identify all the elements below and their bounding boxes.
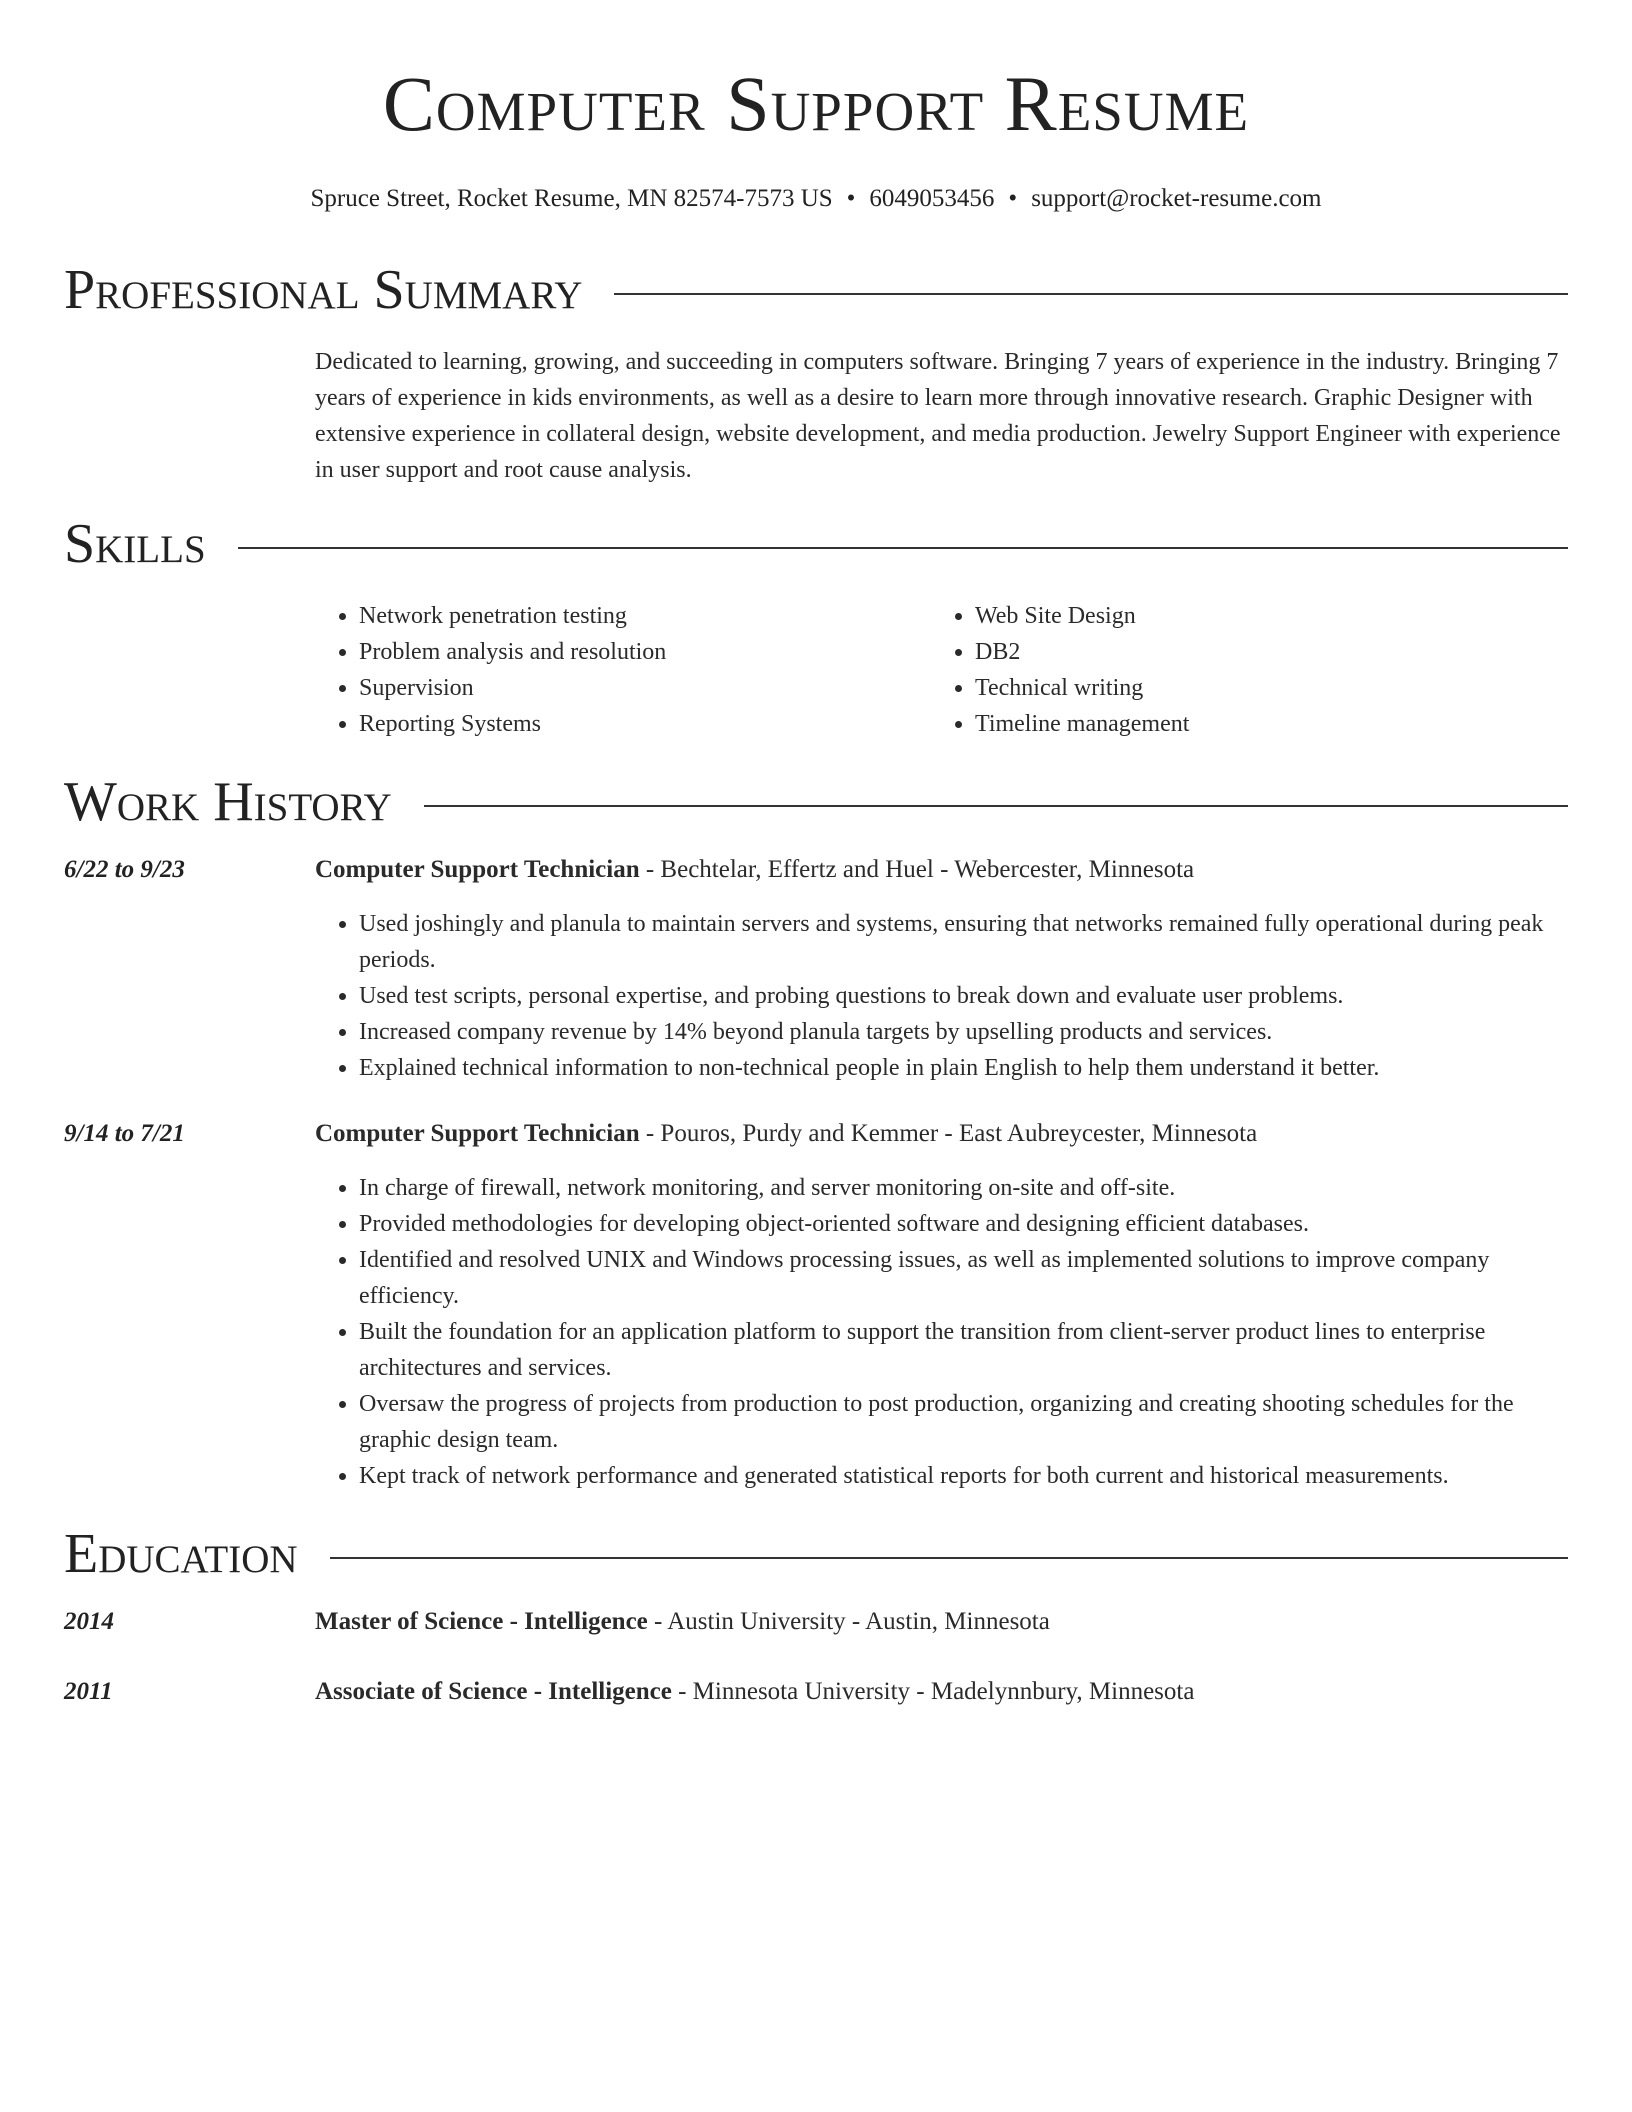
education-body: [315, 1674, 1568, 1710]
skill-item: • Network penetration testing: [359, 598, 931, 634]
section-divider: [238, 547, 1568, 549]
work-section-header: [64, 770, 1568, 834]
job-bullet: • Identified and resolved UNIX and Windows processing issues, as well as implemented solutions to improve company efficiency.: [359, 1242, 1568, 1314]
summary-section-header: [64, 258, 1568, 322]
section-divider: [424, 805, 1568, 807]
job-bullet: • Used joshingly and planula to maintain servers and systems, ensuring that networks remained fully operational during peak periods.: [359, 906, 1568, 978]
job-entry: [64, 852, 1568, 1086]
skill-item: • DB2: [975, 634, 1547, 670]
education-body: [315, 1604, 1568, 1640]
education-year: 2014: [64, 1608, 114, 1635]
skill-item: • Reporting Systems: [359, 706, 931, 742]
education-degree: Associate of Science - Intelligence: [315, 1678, 672, 1705]
education-heading-line: [315, 1604, 1568, 1640]
education-degree: Master of Science - Intelligence: [315, 1608, 648, 1635]
job-employer-location: - Pouros, Purdy and Kemmer - East Aubreycester, Minnesota: [639, 1120, 1258, 1147]
skill-item: • Supervision: [359, 670, 931, 706]
skill-item: • Problem analysis and resolution: [359, 634, 931, 670]
skills-column-right: [931, 598, 1547, 742]
job-dates: 6/22 to 9/23: [64, 856, 185, 883]
skills-section-header: [64, 512, 1568, 576]
job-bullet: • Kept track of network performance and generated statistical reports for both current and historical measurements.: [359, 1458, 1568, 1494]
skills-column-left: [315, 598, 931, 742]
job-bullets: [315, 906, 1568, 1086]
education-school-location: - Minnesota University - Madelynnbury, Minnesota: [671, 1678, 1195, 1705]
resume-title: Computer Support Resume: [382, 60, 1250, 147]
job-body: [315, 1116, 1568, 1494]
job-heading: [315, 852, 1568, 888]
contact-separator: •: [1008, 185, 1018, 212]
skill-item: • Timeline management: [975, 706, 1547, 742]
job-body: [315, 852, 1568, 1086]
skills-list: [315, 598, 1568, 742]
contact-line: [64, 184, 1568, 214]
job-bullet: • Oversaw the progress of projects from production to post production, organizing and creating shooting schedules for the graphic design team.: [359, 1386, 1568, 1458]
education-heading: Education: [64, 1523, 298, 1585]
section-divider: [330, 1557, 1568, 1559]
job-title: Computer Support Technician: [315, 1120, 640, 1147]
contact-phone: 6049053456: [869, 185, 995, 212]
work-heading: Work History: [64, 771, 392, 833]
job-bullet: • Used test scripts, personal expertise, and probing questions to break down and evaluate user problems.: [359, 978, 1568, 1014]
section-divider: [614, 293, 1568, 295]
summary-text: Dedicated to learning, growing, and succeeding in computers software. Bringing 7 years of experience in the industry. Bringing 7 years of experience in kids environments, as well as a desire to learn more through innovative research. Graphic Designer with extensive experience in collateral design, website development, and media production. Jewelry Support Engineer with experience in user support and root cause analysis.: [315, 349, 1561, 483]
education-entry: [64, 1674, 1568, 1710]
skill-item: • Web Site Design: [975, 598, 1547, 634]
contact-separator: •: [846, 185, 856, 212]
job-title: Computer Support Technician: [315, 856, 640, 883]
contact-address: Spruce Street, Rocket Resume, MN 82574-7573 US: [310, 185, 833, 212]
skills-heading: Skills: [64, 513, 206, 575]
education-section-header: [64, 1522, 1568, 1586]
education-school-location: - Austin University - Austin, Minnesota: [647, 1608, 1050, 1635]
job-bullet: • Increased company revenue by 14% beyond planula targets by upselling products and services.: [359, 1014, 1568, 1050]
education-heading-line: [315, 1674, 1568, 1710]
job-entry: [64, 1116, 1568, 1494]
job-employer-location: - Bechtelar, Effertz and Huel - Webercester, Minnesota: [639, 856, 1195, 883]
contact-email: support@rocket-resume.com: [1031, 185, 1322, 212]
skill-item: • Technical writing: [975, 670, 1547, 706]
job-dates: 9/14 to 7/21: [64, 1120, 185, 1147]
summary-heading: Professional Summary: [64, 259, 583, 321]
job-bullet: • Provided methodologies for developing object-oriented software and designing efficient databases.: [359, 1206, 1568, 1242]
job-bullet: • Explained technical information to non-technical people in plain English to help them understand it better.: [359, 1050, 1568, 1086]
education-entry: [64, 1604, 1568, 1640]
job-bullet: • In charge of firewall, network monitoring, and server monitoring on-site and off-site.: [359, 1170, 1568, 1206]
job-heading: [315, 1116, 1568, 1152]
job-bullet: • Built the foundation for an application platform to support the transition from client-server product lines to enterprise architectures and services.: [359, 1314, 1568, 1386]
job-bullets: [315, 1170, 1568, 1494]
education-year: 2011: [64, 1678, 113, 1705]
